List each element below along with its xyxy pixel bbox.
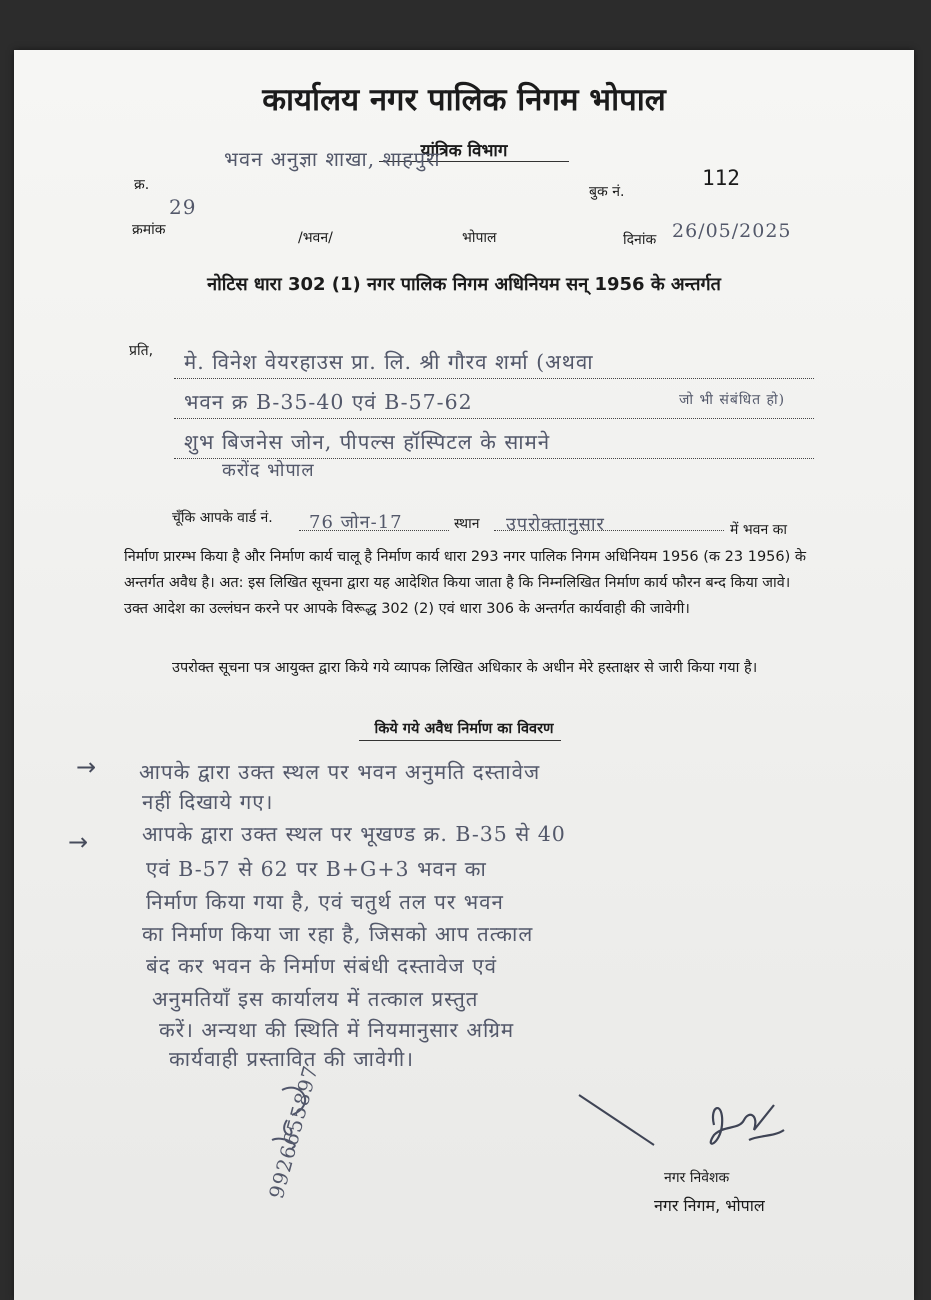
- department-handwritten: भवन अनुज्ञा शाखा, शाहपुरा: [224, 147, 441, 171]
- details-line: बंद कर भवन के निर्माण संबंधी दस्तावेज एवं: [146, 954, 498, 978]
- body-paragraph-1: निर्माण प्रारम्भ किया है और निर्माण कार्य चालू है निर्माण कार्य धारा 293 नगर पालिक निगम अधिनियम 1956 (क 23 1956) के अन्तर्गत अवैध है। अत: इस लिखित सूचना द्वारा यह आदेशित किया जाता है कि निम्नलिखित निर्माण कार्य फौरन बन्द किया जावे। उक्त आदेश का उल्लंघन करने पर आपके विरूद्ध 302 (2) एवं धारा 306 के अन्तर्गत कार्यवाही की जावेगी।: [124, 549, 807, 617]
- details-underline: [359, 740, 561, 741]
- details-line: एवं B-57 से 62 पर B+G+3 भवन का: [146, 857, 487, 881]
- details-line: नहीं दिखाये गए।: [142, 790, 274, 814]
- recipient-label: प्रति,: [129, 343, 154, 359]
- kr-value: 29: [169, 195, 197, 219]
- book-label: बुक नं.: [589, 184, 625, 200]
- recipient-rule: [174, 418, 814, 419]
- details-line: निर्माण किया गया है, एवं चतुर्थ तल पर भवन: [146, 890, 504, 914]
- place-rule: [494, 530, 724, 531]
- details-line: का निर्माण किया जा रहा है, जिसको आप तत्काल: [142, 922, 534, 946]
- kr-label: क्र.: [134, 177, 150, 193]
- notice-heading: नोटिस धारा 302 (1) नगर पालिक निगम अधिनियम सन् 1956 के अन्तर्गत: [207, 274, 721, 295]
- office-title: कार्यालय नगर पालिक निगम भोपाल: [262, 82, 666, 118]
- side-phone-note: 9926655897: [264, 1062, 323, 1202]
- arrow-icon: →: [76, 753, 97, 781]
- signatory-designation: नगर निवेशक: [664, 1170, 730, 1186]
- details-heading: किये गये अवैध निर्माण का विवरण: [374, 721, 554, 737]
- body-paragraph-2: उपरोक्त सूचना पत्र आयुक्त द्वारा किये गये व्यापक लिखित अधिकार के अधीन मेरे हस्ताक्षर से जारी किया गया है।: [172, 660, 758, 676]
- notice-document: [14, 50, 914, 1300]
- recipient-line: शुभ बिजनेस जोन, पीपल्स हॉस्पिटल के सामने: [184, 430, 551, 454]
- place-label: स्थान: [454, 516, 480, 532]
- kramank-label: क्रमांक: [132, 222, 166, 238]
- recipient-line: करोंद भोपाल: [222, 460, 315, 481]
- details-line: करें। अन्यथा की स्थिति में नियमानुसार अग्रिम: [159, 1018, 515, 1042]
- ward-value: 76 जोन-17: [309, 512, 403, 533]
- ward-suffix: में भवन का: [730, 522, 788, 538]
- city-label: भोपाल: [462, 230, 497, 246]
- ward-rule: [299, 530, 449, 531]
- recipient-rule: [174, 378, 814, 379]
- details-line: कार्यवाही प्रस्तावित की जावेगी।: [169, 1047, 415, 1071]
- details-line: आपके द्वारा उक्त स्थल पर भूखण्ड क्र. B-35 से 40: [142, 822, 566, 846]
- recipient-note: जो भी संबंधित हो): [679, 392, 786, 408]
- ward-intro: चूँकि आपके वार्ड नं.: [172, 510, 273, 526]
- details-line: अनुमतियाँ इस कार्यालय में तत्काल प्रस्तुत: [152, 987, 479, 1011]
- place-value: उपरोक्तानुसार: [506, 514, 605, 535]
- department-name: यांत्रिक विभाग: [420, 141, 508, 161]
- recipient-line: भवन क्र B-35-40 एवं B-57-62: [184, 390, 473, 414]
- date-label: दिनांक: [623, 232, 657, 248]
- book-number: 112: [702, 166, 740, 190]
- details-line: आपके द्वारा उक्त स्थल पर भवन अनुमति दस्तावेज: [139, 760, 541, 784]
- arrow-icon: →: [68, 828, 89, 856]
- recipient-line: मे. विनेश वेयरहाउस प्रा. लि. श्री गौरव शर्मा (अथवा: [184, 350, 594, 374]
- bhavan-label: /भवन/: [298, 230, 333, 246]
- date-value: 26/05/2025: [672, 220, 792, 242]
- signatory-office: नगर निगम, भोपाल: [654, 1196, 765, 1215]
